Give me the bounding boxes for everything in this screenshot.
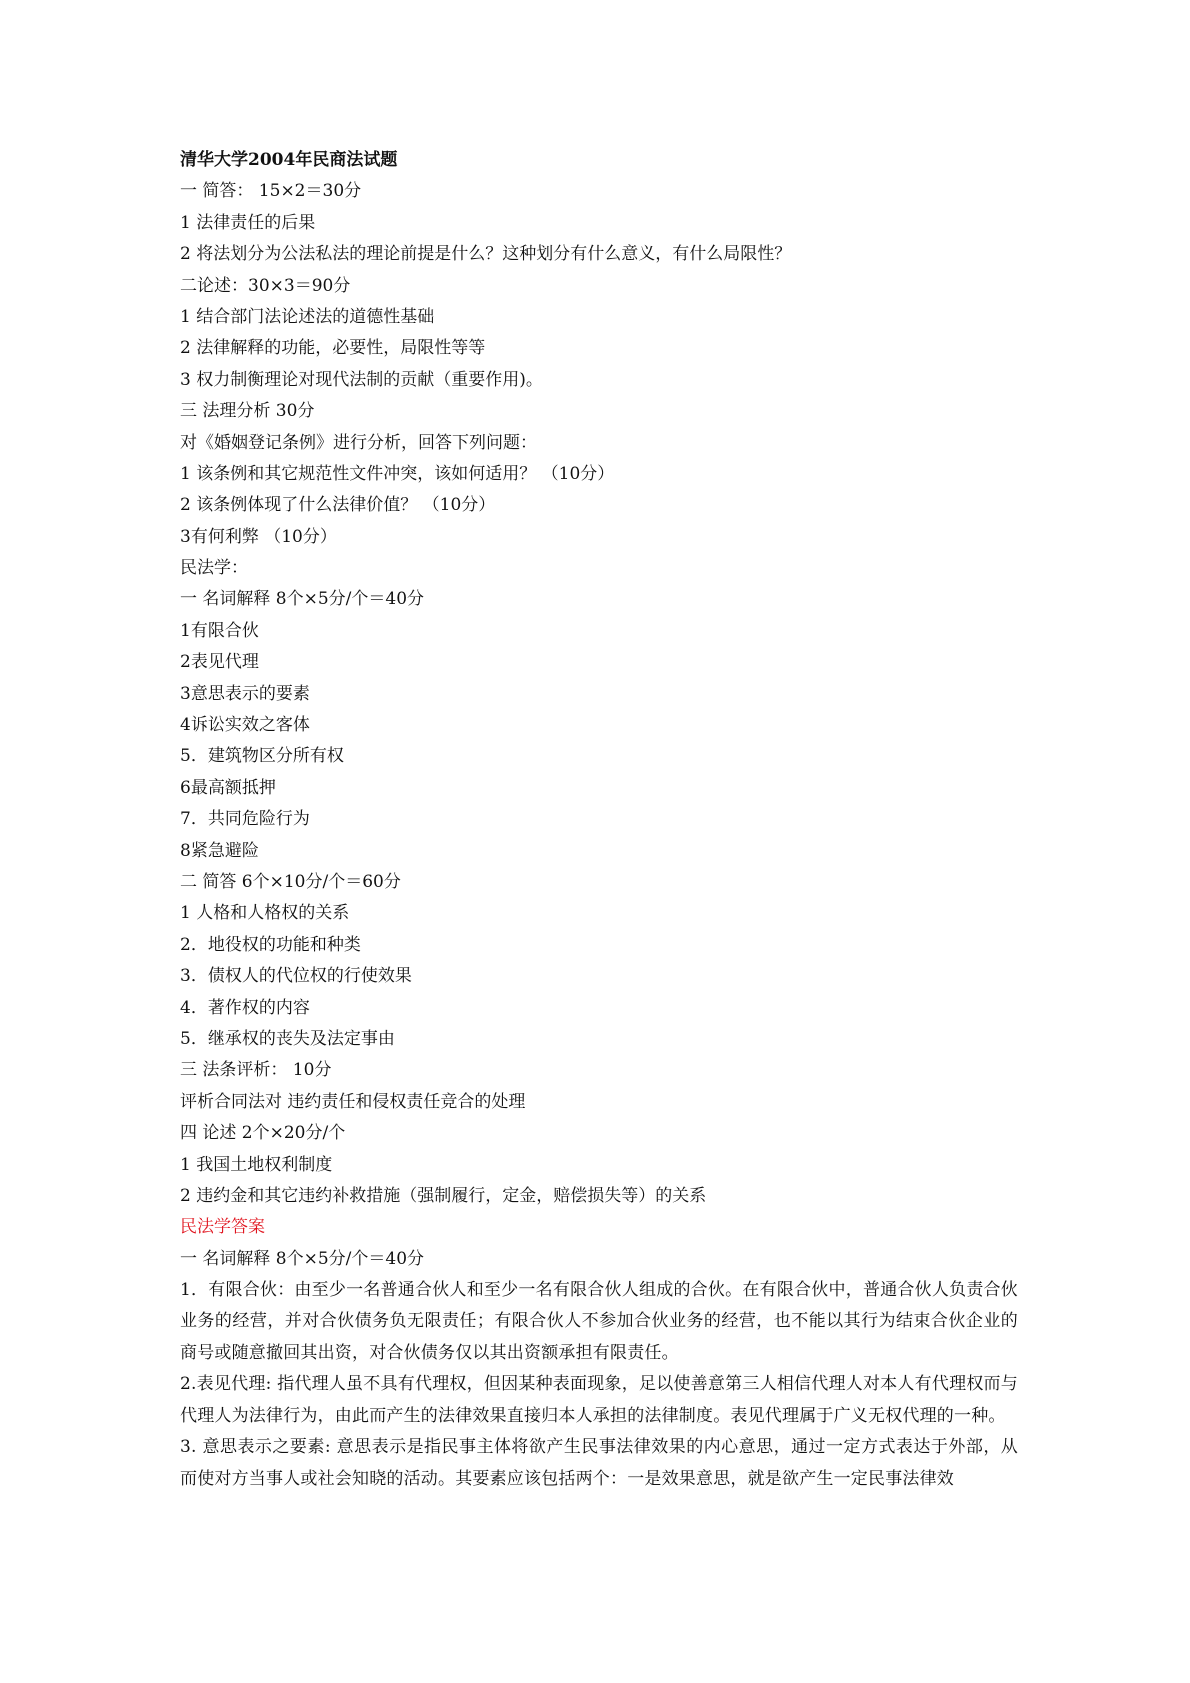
question-line: 四 论述 2个×20分/个 (180, 1123, 346, 1144)
question-line: 二 简答 6个×10分/个＝60分 (180, 871, 401, 892)
document-title: 清华大学2004年民商法试题 (180, 150, 398, 170)
exam-questions (180, 176, 1020, 1212)
question-line: 6最高额抵押 (180, 777, 276, 798)
question-line: 2表见代理 (180, 652, 259, 673)
question-line: 7．共同危险行为 (180, 809, 310, 830)
question-line: 4诉讼实效之客体 (180, 715, 310, 736)
question-line: 对《婚姻登记条例》进行分析，回答下列问题： (180, 432, 537, 453)
answer-list (180, 1275, 1020, 1495)
answer-heading: 民法学答案 (180, 1217, 265, 1238)
question-line: 1有限合伙 (180, 620, 259, 641)
question-line: 1 人格和人格权的关系 (180, 903, 350, 924)
question-line: 1 该条例和其它规范性文件冲突，该如何适用？ （10分） (180, 463, 615, 484)
question-line: 2 将法划分为公法私法的理论前提是什么？这种划分有什么意义，有什么局限性？ (180, 244, 792, 265)
question-line: 5．继承权的丧失及法定事由 (180, 1028, 395, 1049)
question-line: 2 违约金和其它违约补救措施（强制履行，定金，赔偿损失等）的关系 (180, 1185, 707, 1206)
question-line: 3．债权人的代位权的行使效果 (180, 966, 412, 987)
question-line: 1 我国土地权利制度 (180, 1154, 333, 1175)
question-line: 8紧急避险 (180, 840, 259, 861)
question-line: 民法学： (180, 558, 248, 579)
question-line: 3 权力制衡理论对现代法制的贡献（重要作用)。 (180, 369, 543, 390)
question-line: 一 名词解释 8个×5分/个＝40分 (180, 589, 425, 610)
question-line: 一 简答： 15×2＝30分 (180, 181, 362, 202)
question-line: 2．地役权的功能和种类 (180, 934, 361, 955)
question-line: 3有何利弊 （10分） (180, 526, 337, 547)
question-line: 三 法理分析 30分 (180, 401, 315, 422)
question-line: 5．建筑物区分所有权 (180, 746, 344, 767)
question-line: 二论述：30×3＝90分 (180, 275, 351, 296)
question-line: 评析合同法对 违约责任和侵权责任竞合的处理 (180, 1091, 526, 1112)
answer-subheading: 一 名词解释 8个×5分/个＝40分 (180, 1248, 425, 1269)
question-line: 2 法律解释的功能，必要性，局限性等等 (180, 338, 486, 359)
question-line: 4．著作权的内容 (180, 997, 310, 1018)
answer-paragraph: 1．有限合伙：由至少一名普通合伙人和至少一名有限合伙人组成的合伙。在有限合伙中，普通合伙人负责合伙业务的经营，并对合伙债务负无限责任；有限合伙人不参加合伙业务的经营，也不能以其行为结束合伙企业的商号或随意撤回其出资，对合伙债务仅以其出资额承担有限责任。 (180, 1280, 1018, 1363)
question-line: 3意思表示的要素 (180, 683, 310, 704)
answer-paragraph: 2.表见代理: 指代理人虽不具有代理权，但因某种表面现象，足以使善意第三人相信代理人对本人有代理权而与代理人为法律行为，由此而产生的法律效果直接归本人承担的法律制度。表见代理属于广义无权代理的一种。 (180, 1374, 1018, 1426)
question-line: 三 法条评析： 10分 (180, 1060, 332, 1081)
document-page (180, 145, 1020, 1495)
question-line: 1 结合部门法论述法的道德性基础 (180, 306, 435, 327)
question-line: 2 该条例体现了什么法律价值？ （10分） (180, 495, 496, 516)
question-line: 1 法律责任的后果 (180, 212, 316, 233)
answer-paragraph: 3. 意思表示之要素: 意思表示是指民事主体将欲产生民事法律效果的内心意思，通过一定方式表达于外部，从而使对方当事人或社会知晓的活动。其要素应该包括两个：一是效果意思，就是欲产生一定民事法律效 (180, 1437, 1018, 1489)
